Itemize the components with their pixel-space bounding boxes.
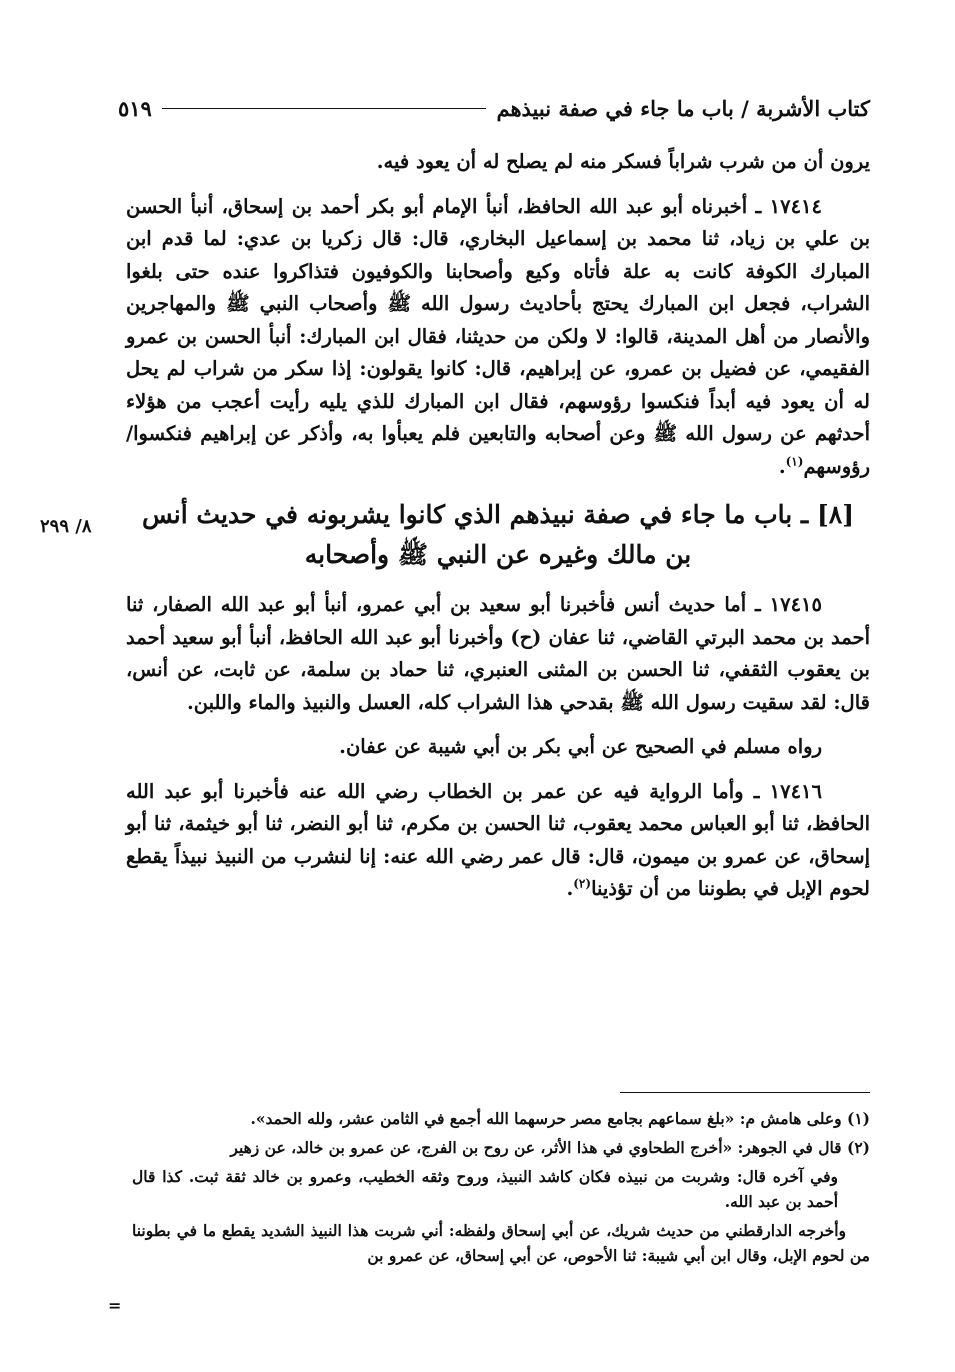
narration-note xyxy=(126,731,870,764)
main-text xyxy=(126,146,870,912)
footnote-2-continuation: وفي آخره قال: وشربت من نبيذه فكان كاشد النبيذ، وروح وثقه الخطيب، وعمرو بن خالد ثقة ثبت. كذا قال أحمد بن عبد الله. xyxy=(132,1167,839,1211)
footnote-2: (٢) قال في الجوهر: «أخرج الطحاوي في هذا الأثر، عن روح بن الفرج، عن عمرو بن خالد، عن زهير xyxy=(230,1138,870,1157)
paragraph-end: . xyxy=(566,877,574,900)
hadith-17414 xyxy=(126,191,870,484)
paragraph-text: يرون أن من شرب شراباً فسكر منه لم يصلح له أن يعود فيه. xyxy=(376,150,870,173)
running-header xyxy=(118,88,870,128)
header-title: كتاب الأشربة / باب ما جاء في صفة نبيذهم xyxy=(496,95,870,121)
paragraph-text: رواه مسلم في الصحيح عن أبي بكر بن أبي شيبة عن عفان. xyxy=(339,735,822,758)
hadith-17416 xyxy=(126,776,870,906)
chapter-heading-line-2: بن مالك وغيره عن النبي ﷺ وأصحابه xyxy=(304,540,692,569)
header-rule xyxy=(162,108,487,109)
footnote-separator xyxy=(620,1092,870,1093)
paragraph-continuation xyxy=(126,146,870,179)
footnote-1: (١) وعلى هامش م: «بلغ سماعهم بجامع مصر حرسهما الله أجمع في الثامن عشر، ولله الحمد». xyxy=(250,1109,870,1128)
footnote-ref-2: (٢) xyxy=(573,876,592,891)
paragraph-text: ١٧٤١٥ ـ أما حديث أنس فأخبرنا أبو سعيد بن أبي عمرو، أنبأ أبو عبد الله الصفار، ثنا أحمد بن محمد البرتي القاضي، ثنا عفان (ح) وأخبرنا أبو عبد الله الحافظ، أنبأ أبو سعيد أحمد بن يعقوب الثقفي، ثنا الحسن بن المثنى العنبري، ثنا حماد بن سلمة، عن ثابت، عن أنس، قال: لقد سقيت رسول الله ﷺ بقدحي هذا الشراب كله، العسل والنبيذ والماء واللبن. xyxy=(126,593,870,714)
continuation-mark: = xyxy=(108,1296,122,1315)
footnote-2-continuation-2: وأخرجه الدارقطني من حديث شريك، عن أبي إسحاق ولفظه: أني شربت هذا النبيذ الشديد يقطع ما في بطوننا من لحوم الإبل، وقال ابن أبي شيبة: ثنا الأحوص، عن أبي إسحاق، عن عمرو بن xyxy=(132,1221,870,1265)
paragraph-text: ١٧٤١٤ ـ أخبرناه أبو عبد الله الحافظ، أنبأ الإمام أبو بكر أحمد بن إسحاق، أنبأ الحسن بن علي بن زياد، ثنا محمد بن إسماعيل البخاري، قال: قال زكريا بن عدي: لما قدم ابن المبارك الكوفة كانت به علة فأتاه وكيع وأصحابنا والكوفيون فتذاكروا عنده حتى بلغوا الشراب، فجعل ابن المبارك يحتج بأحاديث رسول الله ﷺ وأصحاب النبي ﷺ والمهاجرين والأنصار من أهل المدينة، قالوا: لا ولكن من حديثنا، فقال ابن المبارك: أنبأ الحسن بن عمرو الفقيمي، عن فضيل بن عمرو، عن إبراهيم، قال: كانوا يقولون: إذا سكر من شراب لم يحل له أن يعود فيه أبداً فنكسوا رؤوسهم، فقال ابن المبارك للذي يليه رأيت أعجب من هؤلاء أحدثهم عن رسول الله ﷺ وعن أصحابه والتابعين فلم يعبأوا به، وأذكر عن إبراهيم فنكسوا/ رؤوسهم xyxy=(126,194,870,478)
page-number: ٥١٩ xyxy=(118,95,152,121)
chapter-heading xyxy=(126,495,870,575)
footnote-ref-1: (١) xyxy=(785,454,804,468)
paragraph-end: . xyxy=(778,454,786,478)
chapter-heading-line-1: [٨] ـ باب ما جاء في صفة نبيذهم الذي كانوا يشربونه في حديث أنس xyxy=(141,500,855,529)
paragraph-text: ١٧٤١٦ ـ وأما الرواية فيه عن عمر بن الخطاب رضي الله عنه فأخبرنا أبو عبد الله الحافظ، ثنا أبو العباس محمد يعقوب، ثنا الحسن بن مكرم، ثنا أبو النضر، ثنا أبو خيثمة، ثنا أبو إسحاق، عن عمرو بن ميمون، قال: قال عمر رضي الله عنه: إنا لنشرب من النبيذ نبيذاً يقطع لحوم الإبل في بطوننا من أن تؤذينا xyxy=(126,779,870,900)
hadith-17415 xyxy=(126,589,870,719)
margin-reference: ٨/ ٢٩٩ xyxy=(40,516,92,537)
footnotes xyxy=(132,1106,870,1272)
